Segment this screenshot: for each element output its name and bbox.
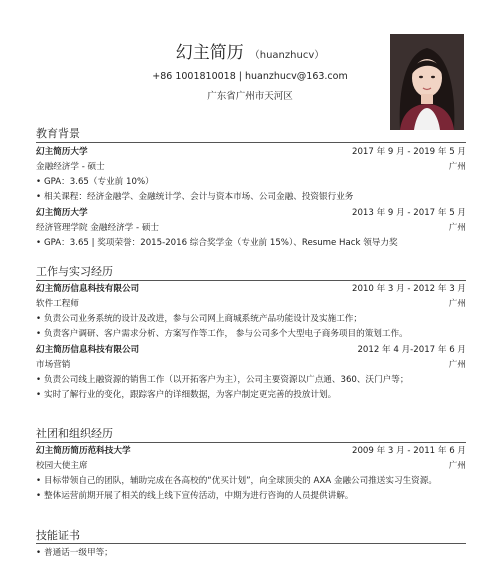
education-date: 2013 年 9 月 - 2017 年 5 月 [351, 208, 466, 218]
bullet-text: 目标带领自己的团队，辅助完成在各高校的“优买计划”，向全球顶尖的 AXA 金融公司推送实习生资源。 [44, 476, 437, 486]
portrait-image [390, 34, 464, 130]
address-line: 广东省广州市天河区 [207, 91, 293, 102]
work-role: 市场营销 [36, 360, 71, 370]
bullet-item: • 负责公司线上融资源的销售工作（以开拓客户为主），公司主要资源以广点通、360、沃门户等； [36, 375, 409, 385]
bullet-text: 负责公司线上融资源的销售工作（以开拓客户为主），公司主要资源以广点通、360、沃门户等； [44, 375, 409, 385]
club-date: 2009 年 3 月 - 2011 年 6 月 [351, 446, 466, 456]
work-entry-header [36, 282, 466, 296]
work-org: 幻主简历信息科技有限公司 [36, 284, 140, 294]
education-city: 广州 [448, 162, 466, 172]
work-role: 软件工程师 [36, 299, 79, 309]
section-title-club: 社团和组织经历 [36, 427, 113, 440]
education-org: 幻主简历大学 [36, 208, 88, 218]
bullet-item: • 目标带领自己的团队，辅助完成在各高校的“优买计划”，向全球顶尖的 AXA 金融公司推送实习生资源。 [36, 476, 437, 486]
bullet-item: • GPA：3.65（专业前 10%） [36, 177, 154, 187]
club-role: 校园大使主席 [36, 461, 88, 471]
bullet-item: • 相关课程：经济金融学、金融统计学、会计与资本市场、公司金融、投资银行业务 [36, 192, 354, 202]
bullet-text: 普通话一级甲等； [44, 548, 113, 558]
section-divider [36, 543, 466, 544]
work-entry-header [36, 343, 466, 357]
contact-line: +86 1001810018 | huanzhucv@163.com [152, 71, 348, 82]
education-entry-header [36, 145, 466, 159]
club-entry-header [36, 444, 466, 458]
work-entry-sub [36, 297, 466, 311]
education-date: 2017 年 9 月 - 2019 年 5 月 [351, 147, 466, 157]
name-english: （huanzhucv） [249, 50, 325, 61]
club-org: 幻主简历简历范科技大学 [36, 446, 131, 456]
name-text: 幻主简历 [175, 43, 244, 63]
bullet-text: 实时了解行业的变化，跟踪客户的详细数据，为客户制定更完善的投放计划。 [44, 390, 337, 400]
section-title-education: 教育背景 [36, 127, 80, 140]
education-city: 广州 [448, 223, 466, 233]
education-role: 金融经济学 - 硕士 [36, 162, 105, 172]
bullet-item: • 实时了解行业的变化，跟踪客户的详细数据，为客户制定更完善的投放计划。 [36, 390, 337, 400]
section-title-work: 工作与实习经历 [36, 265, 113, 278]
education-entry-sub [36, 221, 466, 235]
bullet-item: • GPA：3.65 | 奖项荣誉：2015-2016 综合奖学金（专业前 15%）、Resume Hack 领导力奖 [36, 238, 398, 248]
club-entry-sub [36, 459, 466, 473]
bullet-text: 整体运营前期开展了相关的线上线下宣传活动，中期为进行咨询的人员提供讲解。 [44, 491, 354, 501]
bullet-text: GPA：3.65 | 奖项荣誉：2015-2016 综合奖学金（专业前 15%）、Resume Hack 领导力奖 [44, 238, 398, 248]
section-divider [36, 442, 466, 443]
profile-photo [390, 34, 464, 130]
section-divider [36, 142, 466, 143]
education-entry-header [36, 206, 466, 220]
section-title-skills: 技能证书 [36, 529, 80, 542]
club-city: 广州 [448, 461, 466, 471]
work-date: 2010 年 3 月 - 2012 年 3 月 [351, 284, 466, 294]
bullet-item: • 负责公司业务系统的设计及改进，参与公司网上商城系统产品功能设计及实施工作； [36, 314, 362, 324]
work-date: 2012 年 4 月-2017 年 6 月 [357, 345, 466, 355]
education-org: 幻主简历大学 [36, 147, 88, 157]
work-city: 广州 [448, 360, 466, 370]
education-role: 经济管理学院 金融经济学 - 硕士 [36, 223, 160, 233]
section-divider [36, 280, 466, 281]
bullet-item: • 整体运营前期开展了相关的线上线下宣传活动，中期为进行咨询的人员提供讲解。 [36, 491, 354, 501]
bullet-text: 负责公司业务系统的设计及改进，参与公司网上商城系统产品功能设计及实施工作； [44, 314, 362, 324]
bullet-text: 相关课程：经济金融学、金融统计学、会计与资本市场、公司金融、投资银行业务 [44, 192, 354, 202]
bullet-text: 负责客户调研、客户需求分析、方案写作等工作， 参与公司多个大型电子商务项目的策划工作。 [44, 329, 408, 339]
bullet-text: GPA：3.65（专业前 10%） [44, 177, 154, 187]
bullet-item: • 负责客户调研、客户需求分析、方案写作等工作， 参与公司多个大型电子商务项目的策划工作。 [36, 329, 408, 339]
work-org: 幻主简历信息科技有限公司 [36, 345, 140, 355]
work-entry-sub [36, 358, 466, 372]
bullet-item: • 普通话一级甲等； [36, 548, 113, 558]
work-city: 广州 [448, 299, 466, 309]
education-entry-sub [36, 160, 466, 174]
